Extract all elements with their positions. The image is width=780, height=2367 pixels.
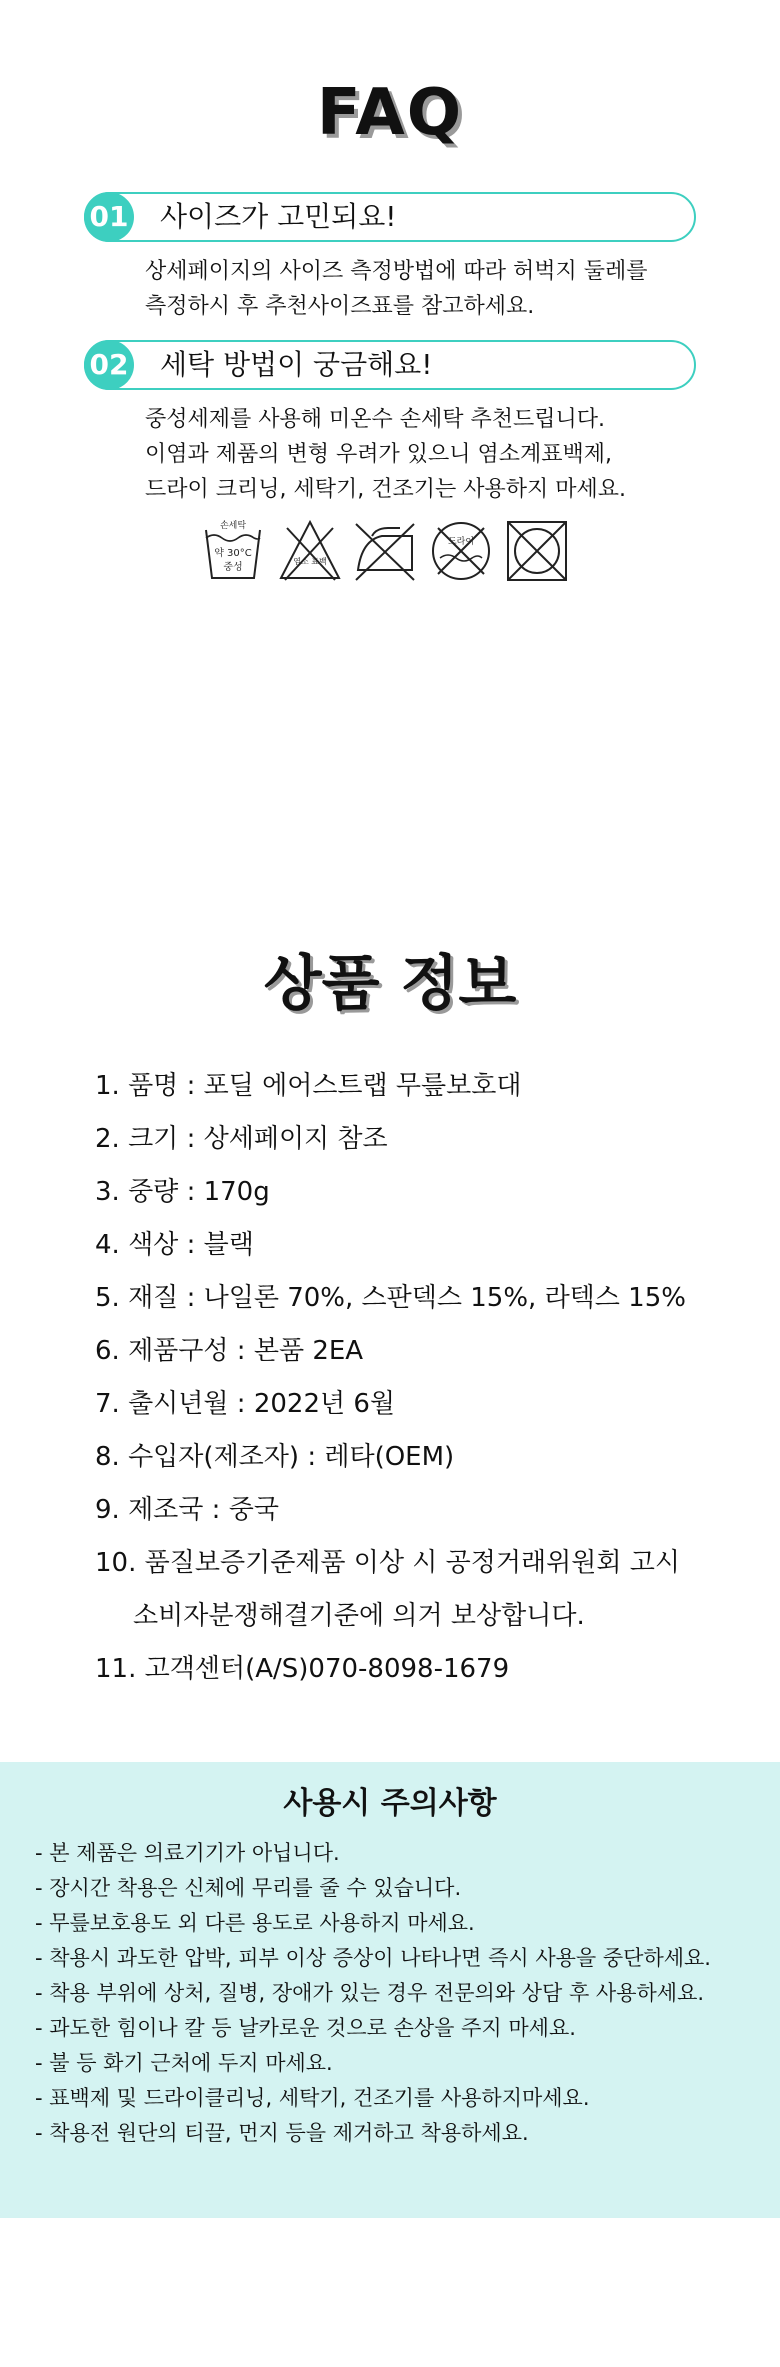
product-info-item: 9. 제조국 : 중국: [95, 1495, 279, 1525]
product-info-item: 4. 색상 : 블랙: [95, 1230, 254, 1260]
no-tumble-dry-icon: [504, 518, 570, 584]
usage-notice-item: - 본 제품은 의료기기가 아닙니다.: [35, 1841, 340, 1865]
usage-notice-item: - 불 등 화기 근처에 두지 마세요.: [35, 2051, 333, 2075]
faq-number-1: 01: [84, 192, 134, 242]
faq-answer-2: [145, 402, 705, 507]
product-info-title: 상품 정보: [263, 949, 517, 1019]
hand-wash-icon: [200, 518, 266, 584]
faq-answer-1-line: 측정하시 후 추천사이즈표를 참고하세요.: [145, 294, 535, 319]
no-chlorine-bleach-icon: [277, 518, 343, 584]
product-info-item: 11. 고객센터(A/S)070-8098-1679: [95, 1654, 510, 1684]
product-info-item: 2. 크기 : 상세페이지 참조: [95, 1124, 388, 1154]
usage-notice-item: - 착용전 원단의 티끌, 먼지 등을 제거하고 착용하세요.: [35, 2121, 529, 2145]
product-info-item: 8. 수입자(제조자) : 레타(OEM): [95, 1442, 455, 1472]
product-info-item: 1. 품명 : 포딜 에어스트랩 무릎보호대: [95, 1071, 522, 1101]
usage-notice-section: [0, 1762, 780, 2218]
care-icons: [200, 518, 576, 584]
usage-notice-item: - 무릎보호용도 외 다른 용도로 사용하지 마세요.: [35, 1911, 475, 1935]
faq-answer-2-line: 중성세제를 사용해 미온수 손세탁 추천드립니다.: [145, 407, 606, 432]
product-info-item-continuation: 소비자분쟁해결기준에 의거 보상합니다.: [133, 1601, 585, 1631]
product-info-item: 5. 재질 : 나일론 70%, 스판덱스 15%, 라텍스 15%: [95, 1283, 686, 1313]
faq-title: FAQ: [316, 76, 464, 150]
faq-question-2: [84, 340, 696, 390]
product-info-item: 3. 중량 : 170g: [95, 1177, 270, 1207]
no-dry-clean-icon: [428, 518, 494, 584]
no-dry-clean-label: 드라이: [447, 537, 475, 547]
hand-wash-detergent-label: 중성: [223, 562, 243, 573]
hand-wash-top-label: 손세탁: [219, 521, 247, 531]
usage-notice-item: - 표백제 및 드라이클리닝, 세탁기, 건조기를 사용하지마세요.: [35, 2086, 590, 2110]
product-info-list: [95, 1060, 735, 1696]
usage-notice-title: 사용시 주의사항: [283, 1786, 497, 1821]
usage-notice-item: - 장시간 착용은 신체에 무리를 줄 수 있습니다.: [35, 1876, 462, 1900]
faq-question-2-text: 세탁 방법이 궁금해요!: [160, 348, 433, 381]
usage-notice-item: - 착용 부위에 상처, 질병, 장애가 있는 경우 전문의와 상담 후 사용하세요.: [35, 1981, 705, 2005]
faq-answer-2-line: 이염과 제품의 변형 우려가 있으니 염소계표백제,: [145, 442, 613, 467]
usage-notice-item: - 착용시 과도한 압박, 피부 이상 증상이 나타나면 즉시 사용을 중단하세요.: [35, 1946, 711, 1970]
faq-answer-1: [145, 254, 705, 324]
no-bleach-label: 염소 표백: [293, 557, 327, 566]
product-info-item: 6. 제품구성 : 본품 2EA: [95, 1336, 364, 1366]
usage-notice-list: [35, 1836, 755, 2151]
faq-answer-1-line: 상세페이지의 사이즈 측정방법에 따라 허벅지 둘레를: [145, 259, 648, 284]
product-info-item: 10. 품질보증기준제품 이상 시 공정거래위원회 고시: [95, 1548, 680, 1578]
hand-wash-temp-label: 약 30°C: [214, 548, 252, 559]
product-info-item: 7. 출시년월 : 2022년 6월: [95, 1389, 396, 1419]
no-iron-icon: [352, 518, 418, 584]
faq-question-1: [84, 192, 696, 242]
faq-question-1-text: 사이즈가 고민되요!: [160, 200, 397, 233]
usage-notice-item: - 과도한 힘이나 칼 등 날카로운 것으로 손상을 주지 마세요.: [35, 2016, 576, 2040]
faq-number-2: 02: [84, 340, 134, 390]
faq-answer-2-line: 드라이 크리닝, 세탁기, 건조기는 사용하지 마세요.: [145, 477, 626, 502]
